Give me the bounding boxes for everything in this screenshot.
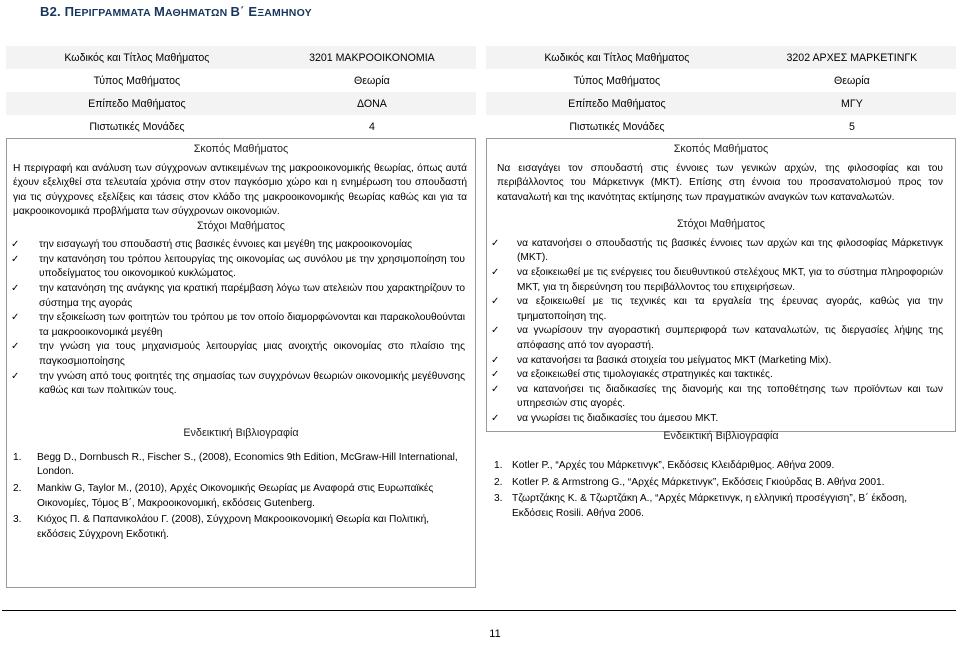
page-number: 11	[489, 628, 501, 640]
reference-number: 3.	[13, 514, 22, 526]
goal-text: να εξοικειωθεί με τις τεχνικές και τα εργαλεία της έρευνας αγοράς, καθώς για την τμηματοποίηση της.	[517, 296, 943, 322]
meta-value: ΜΓΥ	[748, 92, 956, 115]
goal-text: να εξοικειωθεί στις τιμολογιακές στρατηγικές και τακτικές.	[517, 369, 773, 381]
meta-row-type	[486, 69, 956, 92]
reference-item	[486, 476, 946, 491]
checkmark-icon: ✓	[491, 267, 500, 279]
reference-number: 1.	[13, 451, 22, 463]
heading-small-3: ΞΑΜΗΝΟΥ	[257, 7, 312, 19]
bibliography-list	[486, 459, 956, 521]
reference-text: Κιόχος Π. & Παπανικολάου Γ. (2008), Σύγχρονη Μακροοικονομική Θεωρία και Πολιτική, εκδόσεις Σύγχρονη Εκδοτική.	[37, 514, 430, 540]
meta-value: 3202 ΑΡΧΕΣ ΜΑΡΚΕΤΙΝΓΚ	[748, 46, 956, 69]
checkmark-icon: ✓	[11, 282, 20, 294]
meta-row-level	[486, 92, 956, 115]
meta-row-credits	[6, 115, 476, 138]
meta-value: Θεωρία	[834, 74, 870, 87]
meta-value: 3201 ΜΑΚΡΟΟΙΚΟΝΟΜΙΑ	[268, 46, 476, 69]
goals-list	[7, 238, 475, 399]
checkmark-icon: ✓	[491, 354, 500, 366]
goal-text: την εξοικείωση των φοιτητών του τρόπου με τον οποίο διαμορφώνονται και παρακολουθούνται τα μακροοικονομικά μεγέθη	[39, 312, 465, 338]
goal-item	[491, 324, 943, 353]
bibliography-title: Ενδεικτική Βιβλιογραφία	[663, 430, 779, 442]
goal-text: να κατανοήσει τα βασικά στοιχεία του μείγματος ΜΚΤ (Marketing Mix).	[517, 354, 832, 366]
reference-text: Kotler P. & Armstrong G., “Αρχές Μάρκετινγκ”, Εκδόσεις Γκιούρδας Β. Αθήνα 2001.	[512, 476, 885, 488]
checkmark-icon: ✓	[491, 383, 500, 395]
reference-item	[486, 492, 946, 521]
checkmark-icon: ✓	[11, 312, 20, 324]
goal-text: την κατανόηση της ανάγκης για κρατική παρέμβαση λόγω των ατελειών που χαρακτηρίζουν το σύστημα της αγοράς	[39, 282, 465, 309]
meta-label: Κωδικός και Τίτλος Μαθήματος	[486, 46, 748, 69]
goals-list	[487, 237, 955, 427]
course-meta-table	[6, 46, 476, 138]
heading-prefix: B2. Π	[40, 4, 75, 19]
goal-text: να κατανοήσει ο σπουδαστής τις βασικές έννοιες των αρχών και της φιλοσοφίας Μάρκετινγκ (ΜΚΤ).	[517, 237, 943, 264]
goal-item	[491, 412, 943, 427]
goal-item	[491, 237, 943, 266]
goal-text: την εισαγωγή του σπουδαστή στις βασικές έννοιες και μεγέθη της μακροοικονομίας	[39, 239, 413, 251]
course-meta-table	[486, 46, 956, 138]
goal-text: την γνώση από τους φοιτητές της σημασίας των συγχρόνων θεωριών οικονομικής μεγέθυνσης καθώς και των πολιτικών τους.	[39, 370, 465, 397]
checkmark-icon: ✓	[491, 237, 500, 249]
goal-item	[491, 383, 943, 412]
checkmark-icon: ✓	[11, 239, 20, 251]
course-3202	[486, 46, 956, 523]
goal-item	[11, 238, 465, 253]
meta-label: Επίπεδο Μαθήματος	[486, 92, 748, 115]
course-3201	[6, 46, 476, 588]
checkmark-icon: ✓	[11, 370, 20, 382]
goal-text: να γνωρίσει τις διαδικασίες του άμεσου ΜΚΤ.	[517, 413, 719, 425]
checkmark-icon: ✓	[491, 325, 500, 337]
goal-item	[11, 370, 465, 399]
purpose-title: Σκοπός Μαθήματος	[193, 143, 289, 155]
goal-text: να εξοικειωθεί με τις ενέργειες του διευθυντικού στελέχους ΜΚΤ, για το σύστημα πληροφοριών ΜΚΤ, για τη διερεύνηση του περιβάλλοντος του επιχειρήσεων.	[517, 267, 943, 293]
checkmark-icon: ✓	[491, 296, 500, 308]
meta-value: Θεωρία	[354, 74, 390, 87]
meta-value: 5	[848, 120, 855, 133]
heading-small-2: ΑΘΗΜΑΤΩΝ	[165, 7, 231, 19]
reference-number: 1.	[494, 460, 503, 471]
reference-number: 2.	[13, 482, 22, 494]
meta-row-title	[6, 46, 476, 69]
checkmark-icon: ✓	[11, 341, 20, 353]
reference-text: Kotler P., “Αρχές του Μάρκετινγκ”, Εκδόσεις Κλειδάριθμος. Αθήνα 2009.	[512, 460, 835, 471]
purpose-title: Σκοπός Μαθήματος	[673, 143, 769, 155]
goal-item	[491, 266, 943, 295]
meta-row-title	[486, 46, 956, 69]
reference-text: Begg D., Dornbusch R., Fischer S., (2008), Economics 9th Edition, McGraw-Hill International, London.	[37, 451, 458, 478]
heading-b: Β΄ Ε	[230, 4, 258, 19]
meta-label: Τύπος Μαθήματος	[573, 74, 661, 87]
goal-item	[491, 354, 943, 369]
reference-number: 3.	[494, 493, 503, 505]
bibliography-list	[7, 451, 475, 543]
goals-title: Στόχοι Μαθήματος	[677, 217, 765, 230]
goal-item	[491, 295, 943, 324]
reference-item	[7, 451, 465, 480]
heading-small-1: ΕΡΙΓΡΑΜΜΑΤΑ	[74, 7, 155, 19]
checkmark-icon: ✓	[11, 253, 20, 265]
meta-value: ΔΟΝΑ	[268, 92, 476, 115]
meta-row-level	[6, 92, 476, 115]
goal-item	[491, 368, 943, 383]
meta-row-type	[6, 69, 476, 92]
goal-text: να κατανοήσει τις διαδικασίες της διανομής και της τοποθέτησης των προϊόντων και των υπηρεσιών στις αγορές.	[517, 383, 943, 410]
reference-item	[7, 513, 465, 542]
meta-row-credits	[486, 115, 956, 138]
page-heading	[40, 4, 312, 19]
goal-text: την γνώση για τους μηχανισμούς λειτουργίας μιας ανοιχτής οικονομίας στο πλαίσιο της παγκοσμιοποίησης	[39, 341, 465, 367]
meta-value: 4	[368, 120, 375, 133]
goals-title: Στόχοι Μαθήματος	[197, 220, 285, 233]
course-description-box	[486, 138, 956, 432]
goal-item	[11, 311, 465, 340]
goal-item	[11, 282, 465, 311]
checkmark-icon: ✓	[491, 369, 500, 381]
meta-label: Πιστωτικές Μονάδες	[569, 120, 665, 133]
heading-m: Μ	[154, 4, 166, 19]
goal-item	[11, 340, 465, 369]
course-description-box	[6, 138, 476, 588]
meta-label: Κωδικός και Τίτλος Μαθήματος	[6, 46, 268, 69]
reference-text: Mankiw G, Taylor M., (2010), Αρχές Οικονομικής Θεωρίας με Αναφορά στις Ευρωπαϊκές Οικονομίες, Τόμος Β΄, Μακροοικονομική, εκδόσεις Gutenberg.	[37, 482, 434, 509]
purpose-text: Να εισαγάγει τον σπουδαστή στις έννοιες των γενικών αρχών, της φιλοσοφίας και του περιβάλλοντος του Μάρκετινγκ (ΜΚΤ). Επίσης στη έννοια του προσανατολισμού προς τον καταναλωτή και της ικανότητας εκτίμησης των πραγματικών αναγκών των καταναλωτών.	[497, 163, 943, 203]
goal-text: την κατανόηση του τρόπου λειτουργίας της οικονομίας ως συνόλου με την χρησιμοποίηση του υποδείγματος του οικονομικού κυκλώματος.	[39, 253, 465, 280]
reference-item	[486, 459, 946, 474]
reference-number: 2.	[494, 476, 503, 488]
meta-label: Τύπος Μαθήματος	[93, 74, 181, 87]
bibliography-title: Ενδεικτική Βιβλιογραφία	[183, 426, 299, 439]
reference-item	[7, 482, 465, 511]
purpose-text: Η περιγραφή και ανάλυση των σύγχρονων αντικειμένων της μακροοικονομικής θεωρίας, όπως αυτά έχουν εξελιχθεί στα τελευταία χρόνια στην στον παγκόσμιο χώρο και η ενημέρωση του σπουδαστή για τις σύγχρονες εξελίξεις και τάσεις στον κλάδο της μακροοικονομικής θεωρίας καθώς και για τα μακροοικονομικά προβλήματα των σύγχρονων οικονομιών.	[13, 163, 467, 217]
meta-label: Επίπεδο Μαθήματος	[6, 92, 268, 115]
page-divider	[2, 610, 956, 611]
checkmark-icon: ✓	[491, 413, 500, 425]
reference-text: Τζωρτζάκης Κ. & Τζωρτζάκη Α., “Αρχές Μάρκετινγκ, η ελληνική προσέγγιση”, Β΄ έκδοση, Εκδόσεις Rosili. Αθήνα 2006.	[512, 493, 908, 519]
goal-text: να γνωρίσουν την αγοραστική συμπεριφορά των καταναλωτών, τις διεργασίες λήψης της απόφασης από τον αγοραστή.	[517, 325, 943, 352]
meta-label: Πιστωτικές Μονάδες	[89, 120, 185, 133]
goal-item	[11, 253, 465, 282]
